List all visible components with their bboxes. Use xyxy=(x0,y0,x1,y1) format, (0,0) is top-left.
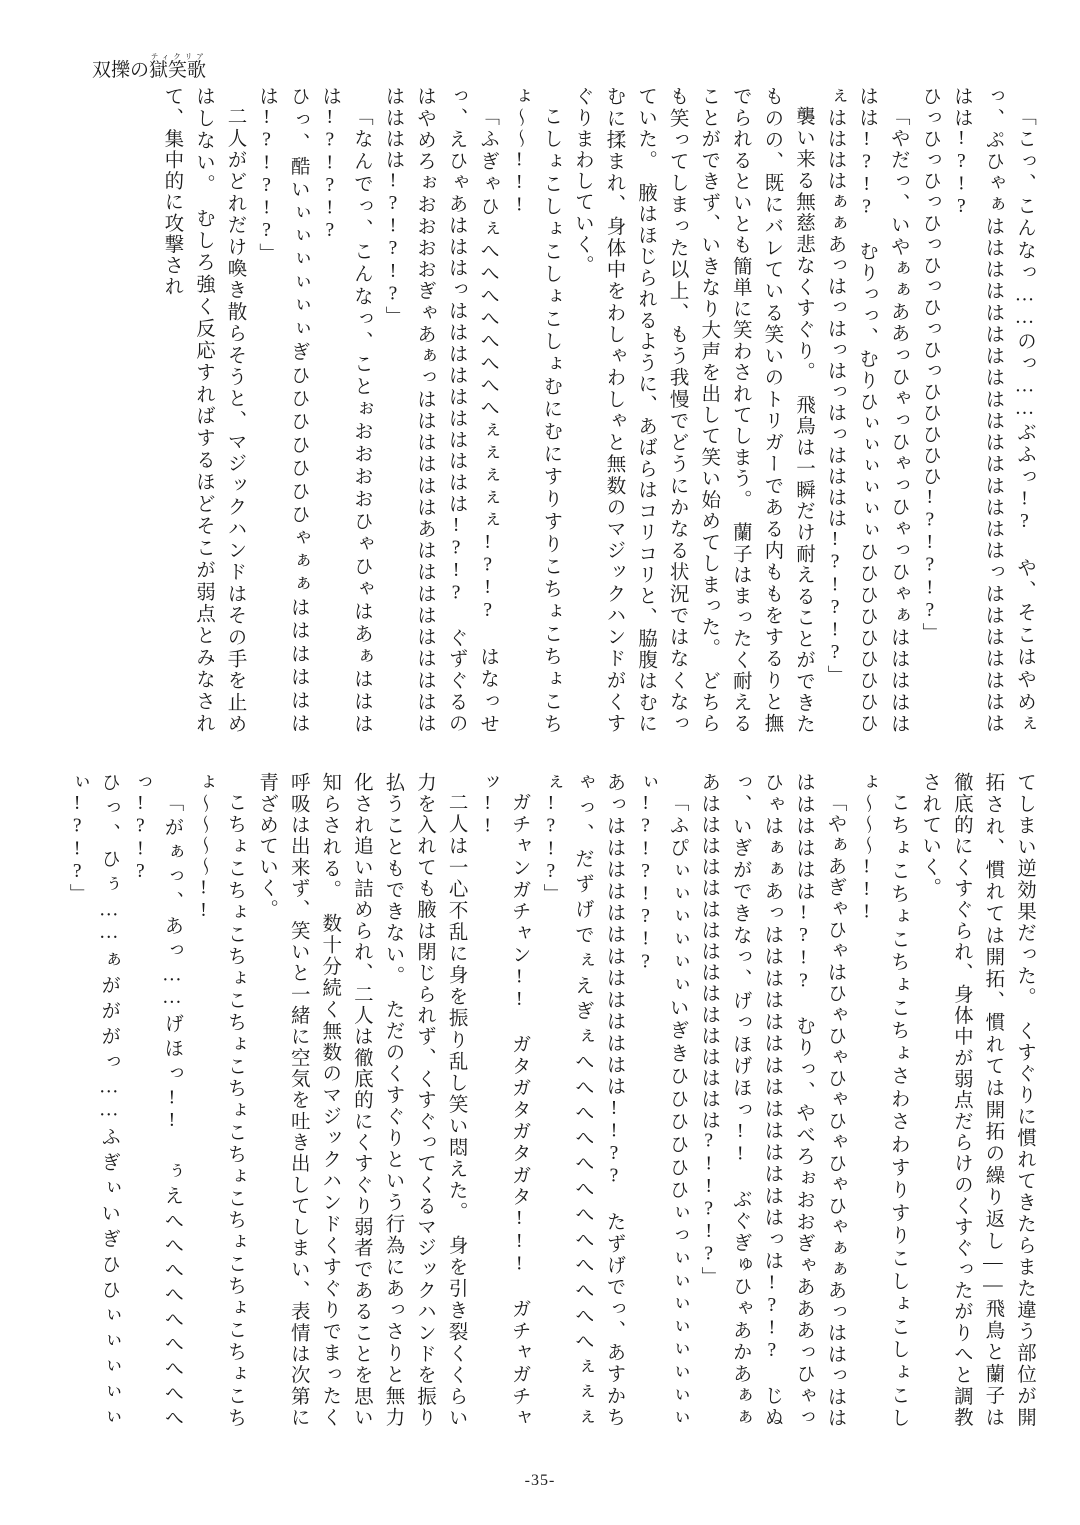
paragraph: 二人は一心不乱に身を振り乱し笑い悶えた。 身を引き裂くくらい力を入れても腋は閉じられず、くすぐってくるマジックハンドを振り払うこともできない。 ただのくすぐりという行為にあっさりと無力化され追い詰められ、二人は徹底的にくすぐり弱者であることを思い知らされる。 数十分続く無数のマジックハンドくすぐりでまったく呼吸は出来ず、笑いと一緒に空気を吐き出してしまい、表情は次第に青ざめていく。 xyxy=(256,772,467,1428)
paragraph: あっははははははははははははは!!?? たずげでっ、あすかちゃっ、だずげでぇえぎぇへへへへへへへへへへへへぇぇぇぇ!?!?」 xyxy=(540,772,625,1428)
paragraph: 襲い来る無慈悲なくすぐり。 飛鳥は一瞬だけ耐えることができたものの、既にバレている笑いのトリガーである内ももをするりと撫でられるといとも簡単に笑わされてしまう。 蘭子はまったく耐えることができず、いきなり大声を出して笑い始めてしまった。 どちらも笑ってしまった以上、もう我慢でどうにかなる状況ではなくなっていた。 腋はほじられるように、あばらはコリコリと、脇腹はむにむに揉まれ、身体中をわしゃわしゃと無数のマジックハンドがくすぐりまわしていく。 xyxy=(571,86,814,734)
paragraph: 「こっ、こんなっ……のっ……ぶふっ!? や、そこはやめぇっ、ぷひゃぁははははははははははははははははっははははははははは!?!? xyxy=(950,86,1035,734)
paragraph: ひっ、ひぅ……ぁがががっ……ふぎぃいぎひひぃぃぃぃぃぃ!?!?」 xyxy=(66,772,120,1428)
paragraph: ひっひっひっひっひっひっひっひひひひひ!?!?!?」 xyxy=(919,86,941,644)
paragraph: こしょこしょこしょこしょむにむにすりすりこちょこちょこちょ〜〜!!! xyxy=(508,86,562,734)
paragraph: ひっ、酷いぃぃぃぃぃぃぎひひひひひひひゃぁぁははははははは!?!?!?」 xyxy=(256,86,309,734)
running-header-title-prefix: 双擽の xyxy=(92,60,150,81)
body-text-lower-block xyxy=(60,772,1040,1428)
paragraph: 「ふぎゃひぇへへへへへへへへぇぇぇぇぇ!?!? はなっせっ、えひゃあはははっはははははははははは!?!? ぐずぐるのはやめろぉおおおおぎゃあぁっははははははあははははははははははははは!?!?!?」 xyxy=(382,86,499,734)
paragraph: こちょこちょこちょこちょこちょこちょこちょこちょこちょこちょ〜〜〜〜!! xyxy=(192,772,246,1428)
running-header-title-base: 獄笑歌 xyxy=(149,60,207,81)
paragraph: 「やだっ、いやぁぁああっひゃっひゃっひゃっひゃぁははははははは!?!? むりっっ、むりひぃぃぃぃぃぃひひひひひひひひひぇははははぁぁあっはっはっはっはっはははは!?!?!?」 xyxy=(824,86,909,734)
running-header-title-ruby xyxy=(149,52,207,81)
running-header xyxy=(92,52,206,80)
paragraph: こちょこちょこちょこちょさわさわすりすりこしょこしょこしょ〜〜〜!!! xyxy=(856,772,909,1428)
paragraph: 「やぁあぎゃひゃはひゃひゃひゃひゃひゃひゃぁぁあっははっはははははははは!?!? むりっ、やべろぉおおぎゃあああっひゃっひゃはぁぁあっははははははははははははははっは!?!? じぬっ、いぎができなっ、げっほげほっ!! ぶぐぎゅひゃあかあぁぁあはははははははははははははははは?!!?!?」 xyxy=(698,772,846,1428)
page-number: -35- xyxy=(524,1472,556,1489)
paragraph: 「がぁっ、あっ……げほっ!! ぅえへへへへへへへへへっ!?!? xyxy=(129,772,183,1428)
paragraph: ガチャンガチャン!! ガタガタガタガタ!!! ガチャガチャッ!! xyxy=(477,772,530,1428)
body-text-upper-block xyxy=(60,86,1040,734)
paragraph: 「なんでっ、こんなっ、ことぉおおおおひゃひゃはあぁはははは!?!?!? xyxy=(319,86,372,734)
paragraph: 二人がどれだけ喚き散らそうと、マジックハンドはその手を止めはしない。 むしろ強く反応すればするほどそこが弱点とみなされて、集中的に攻撃され xyxy=(161,86,246,734)
paragraph: てしまい逆効果だった。 くすぐりに慣れてきたらまた違う部位が開拓され、慣れては開拓、慣れては開拓の繰り返し――飛鳥と蘭子は徹底的にくすぐられ、身体中が弱点だらけのくすぐったがりへと調教されていく。 xyxy=(919,772,1035,1428)
running-header-ruby-text: ティクリア xyxy=(149,52,207,61)
paragraph: 「ふぴぃぃぃぃぃぃいぎきひひひひひひぃっぃぃぃぃぃぃぃぃぃ!?!?!?!? xyxy=(635,772,688,1428)
